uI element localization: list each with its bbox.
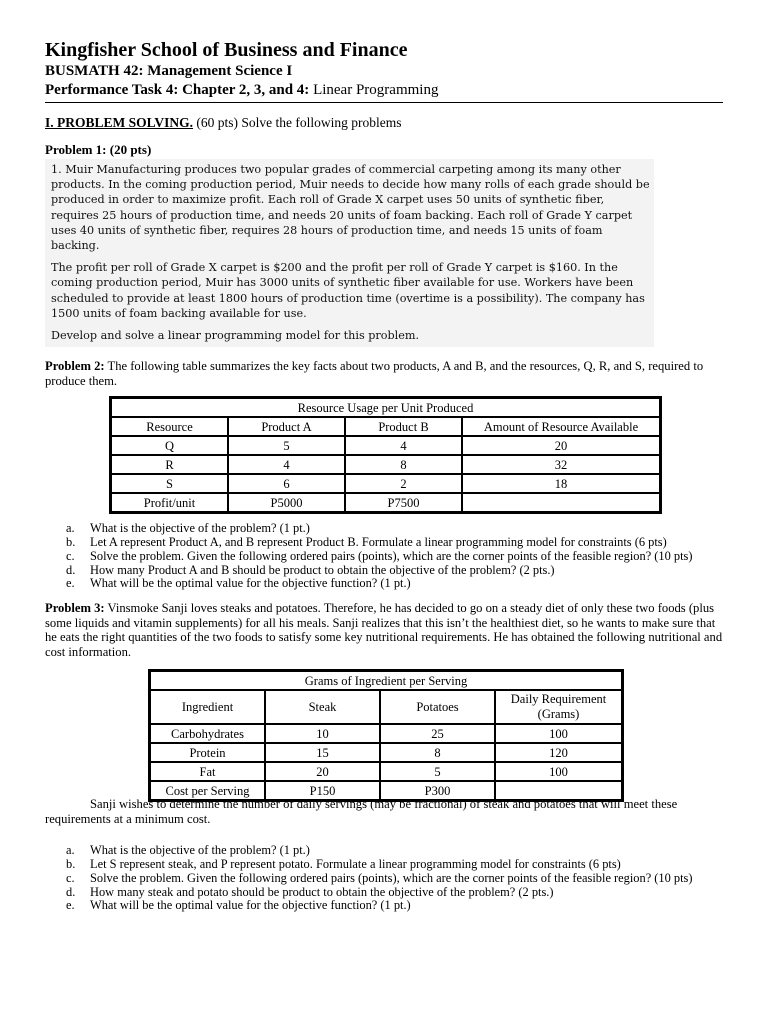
problem2-table	[111, 398, 660, 512]
question-letter: d.	[66, 884, 76, 899]
table-cell: P300	[380, 781, 495, 800]
question-text: Let S represent steak, and P represent potato. Formulate a linear programming model for constraints (6 pts)	[90, 857, 621, 872]
table-cell	[495, 781, 622, 800]
table-cell: P7500	[345, 493, 462, 512]
table-cell: 4	[228, 455, 345, 474]
course-title: BUSMATH 42: Management Science I	[45, 63, 293, 79]
table-cell: Fat	[150, 762, 265, 781]
question-letter: e.	[66, 898, 75, 913]
table-row	[111, 455, 660, 474]
problem3-questions	[45, 844, 723, 913]
section-heading	[45, 115, 723, 131]
problem2-questions	[45, 522, 723, 591]
table-cell: S	[111, 474, 228, 493]
problem3-label: Problem 3:	[45, 601, 105, 616]
table-row	[150, 781, 622, 800]
list-item	[45, 858, 723, 872]
table-cell: 8	[380, 743, 495, 762]
table-cell: 4	[345, 436, 462, 455]
school-title: Kingfisher School of Business and Finance	[45, 39, 408, 61]
table-cell: 100	[495, 762, 622, 781]
table-cell: 6	[228, 474, 345, 493]
table-row	[111, 436, 660, 455]
problem3-intro-text: Vinsmoke Sanji loves steaks and potatoes. Therefore, he has decided to go on a steady diet of only these two foods (plus some liquids and vitamin supplements) for all his meals. Sanji realizes that this isn’t the healthiest diet, so he wants to make sure that he eats the right quantities of the two foods to satisfy some key nutritional requirements. He has obtained the following nutritional and cost information.	[45, 601, 723, 659]
table-header: Amount of Resource Available	[462, 417, 660, 436]
problem2-table-area	[45, 396, 723, 516]
section-title: I. PROBLEM SOLVING.	[45, 115, 194, 130]
question-letter: b.	[66, 535, 76, 550]
problem3-table-area	[45, 669, 723, 797]
problem3-intro	[45, 601, 723, 659]
table-cell: R	[111, 455, 228, 474]
table-cell: Q	[111, 436, 228, 455]
table-header: Ingredient	[150, 690, 265, 724]
question-text: What is the objective of the problem? (1 pt.)	[90, 521, 310, 536]
table-cell: 10	[265, 724, 380, 743]
table-cell: Carbohydrates	[150, 724, 265, 743]
question-text: What is the objective of the problem? (1 pt.)	[90, 843, 310, 858]
table-header: Daily Requirement (Grams)	[495, 690, 622, 724]
question-letter: d.	[66, 562, 76, 577]
problem3-table	[150, 671, 622, 800]
question-text: How many Product A and B should be product to obtain the objective of the problem? (2 pts.)	[90, 562, 555, 577]
question-letter: b.	[66, 857, 76, 872]
table-cell: Protein	[150, 743, 265, 762]
question-letter: a.	[66, 843, 75, 858]
table-cell: 5	[380, 762, 495, 781]
question-text: Solve the problem. Given the following ordered pairs (points), which are the corner points of the feasible region? (10 pts)	[90, 548, 693, 563]
table-caption: Grams of Ingredient per Serving	[150, 671, 622, 690]
table-cell: P150	[265, 781, 380, 800]
problem3-after-text: Sanji wishes to determine the number of daily servings (may be fractional) of steak and potatoes that will meet these requirements at a minimum cost.	[45, 797, 678, 826]
table-cell: 5	[228, 436, 345, 455]
question-letter: c.	[66, 548, 75, 563]
question-letter: c.	[66, 870, 75, 885]
table-cell: 100	[495, 724, 622, 743]
table-cell: 32	[462, 455, 660, 474]
list-item	[45, 536, 723, 550]
table-cell: Cost per Serving	[150, 781, 265, 800]
list-item	[45, 564, 723, 578]
list-item	[45, 886, 723, 900]
question-letter: a.	[66, 521, 75, 536]
table-cell: 2	[345, 474, 462, 493]
document-page	[45, 38, 723, 913]
question-text: What will be the optimal value for the objective function? (1 pt.)	[90, 576, 411, 591]
problem2-table-frame	[109, 396, 662, 514]
problem3-table-frame	[148, 669, 624, 802]
list-item	[45, 577, 723, 591]
list-item	[45, 550, 723, 564]
table-cell: 15	[265, 743, 380, 762]
table-header: Product A	[228, 417, 345, 436]
problem1-text-image	[45, 159, 654, 347]
table-row	[111, 493, 660, 512]
task-title-bold: Performance Task 4: Chapter 2, 3, and 4:	[45, 82, 310, 98]
table-cell: P5000	[228, 493, 345, 512]
task-title	[45, 81, 723, 103]
table-cell: 25	[380, 724, 495, 743]
question-text: What will be the optimal value for the objective function? (1 pt.)	[90, 898, 411, 913]
problem2-label: Problem 2:	[45, 359, 105, 374]
table-header: Steak	[265, 690, 380, 724]
list-item	[45, 522, 723, 536]
task-title-rest: Linear Programming	[309, 82, 439, 98]
table-cell: 120	[495, 743, 622, 762]
problem1-paragraph: The profit per roll of Grade X carpet is $200 and the profit per roll of Grade Y carpet is $160. In the coming production period, Muir has 3000 units of synthetic fiber available for use. Workers have been scheduled to provide at least 1800 hours of production time (overtime is a possibility). The company has 1500 units of foam backing available for use.	[51, 261, 645, 320]
table-cell: 8	[345, 455, 462, 474]
table-cell: 20	[265, 762, 380, 781]
table-cell: 20	[462, 436, 660, 455]
problem1-heading: Problem 1: (20 pts)	[45, 142, 152, 157]
table-cell	[462, 493, 660, 512]
question-letter: e.	[66, 576, 75, 591]
table-cell: 18	[462, 474, 660, 493]
question-text: How many steak and potato should be product to obtain the objective of the problem? (2 pts.)	[90, 884, 554, 899]
table-caption: Resource Usage per Unit Produced	[111, 398, 660, 417]
problem1-paragraph: Develop and solve a linear programming model for this problem.	[51, 329, 420, 343]
question-text: Let A represent Product A, and B represent Product B. Formulate a linear programming model for constraints (6 pts)	[90, 535, 667, 550]
question-text: Solve the problem. Given the following ordered pairs (points), which are the corner points of the feasible region? (10 pts)	[90, 870, 693, 885]
table-header: Product B	[345, 417, 462, 436]
problem2-intro	[45, 359, 723, 388]
table-cell: Profit/unit	[111, 493, 228, 512]
table-row	[150, 762, 622, 781]
section-instructions: (60 pts) Solve the following problems	[193, 115, 402, 130]
table-row	[150, 724, 622, 743]
problem1-paragraph: 1. Muir Manufacturing produces two popular grades of commercial carpeting among its many other products. In the coming production period, Muir needs to decide how many rolls of each grade should be produced in order to maximize profit. Each roll of Grade X carpet uses 50 units of synthetic fiber, requires 25 hours of production time, and needs 20 units of foam backing. Each roll of Grade Y carpet uses 40 units of synthetic fiber, requires 28 hours of production time, and needs 15 units of foam backing.	[51, 163, 650, 253]
table-header: Potatoes	[380, 690, 495, 724]
table-row	[111, 474, 660, 493]
list-item	[45, 872, 723, 886]
problem2-intro-text: The following table summarizes the key facts about two products, A and B, and the resources, Q, R, and S, required to produce them.	[45, 359, 704, 388]
list-item	[45, 844, 723, 858]
list-item	[45, 899, 723, 913]
table-header: Resource	[111, 417, 228, 436]
table-row	[150, 743, 622, 762]
